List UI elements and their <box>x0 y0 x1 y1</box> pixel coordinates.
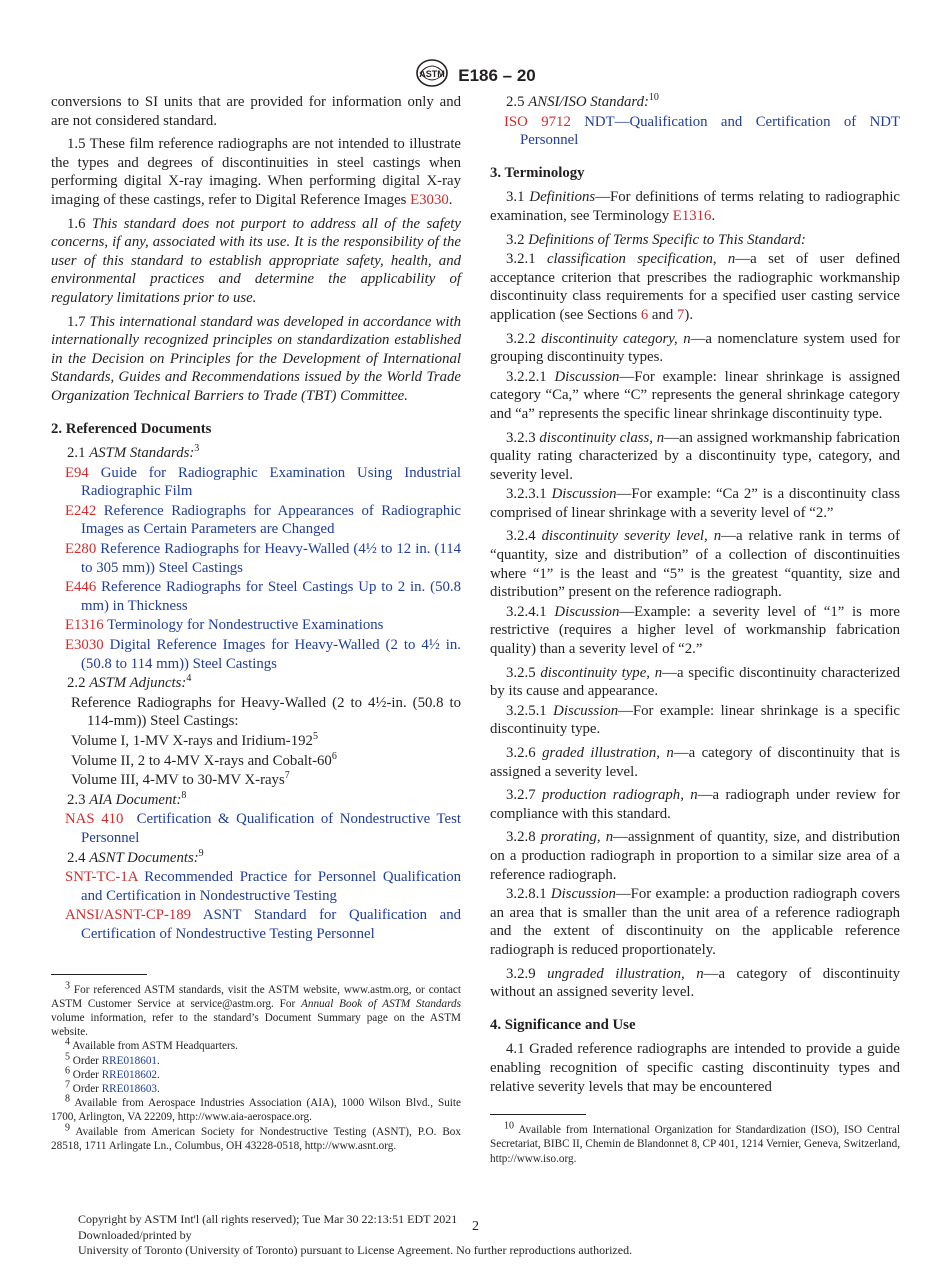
rre018602-link[interactable]: RRE018602 <box>101 1068 158 1081</box>
section-2-heading: 2. Referenced Documents <box>51 420 212 437</box>
page-header <box>0 58 950 93</box>
document-id: E186 – 20 <box>458 65 536 85</box>
reference-item[interactable] <box>51 636 461 673</box>
footnote-7: $^7$ Order RRE018603. <box>65 1079 160 1095</box>
reference-item[interactable] <box>51 906 461 943</box>
section-4-1: 4.1 Graded reference radiographs are intended to provide a guide enabling recognition of specific casting discontinuity types and relative severity levels that may be encountered <box>490 1041 900 1095</box>
left-column <box>51 93 461 1153</box>
section-6-link[interactable]: 6 <box>640 306 649 323</box>
footnote-3: $^3$ For referenced ASTM standards, visit the ASTM website, www.astm.org, or contact ASTM Customer Service at service@astm.org. For Annual Book of ASTM Standards volume information, refer to the standard’s Document Summary page on the ASTM website. <box>51 979 461 1039</box>
footnote-6: $^6$ Order RRE018602. <box>65 1065 160 1081</box>
section-3-2-8: 3.2.8 prorating, n—assignment of quantity, size, and distribution on a production radiograph in proportion to a similar size area of a reference radiograph. <box>490 829 901 883</box>
section-2-3: 2.3 AIA Document:$^8$ <box>67 789 187 808</box>
reference-code[interactable]: E3030 <box>65 637 104 654</box>
section-3-2-3-1: 3.2.3.1 Discussion—For example: “Ca 2” is a discontinuity class comprised of linear shrinkage with a severity level of “2.” <box>490 486 901 521</box>
section-3-2-9: 3.2.9 ungraded illustration, n—a category of discontinuity without an assigned severity level. <box>490 965 900 1001</box>
reference-title[interactable]: Guide for Radiographic Examination Using Industrial Radiographic Film <box>81 464 462 500</box>
adjunct-volume: Volume III, 4-MV to 30-MV X-rays$^7$ <box>71 770 290 789</box>
reference-code[interactable]: E242 <box>65 502 97 519</box>
footnote-rule <box>490 1114 586 1115</box>
footnote-4: $^4$ Available from ASTM Headquarters. <box>65 1036 238 1053</box>
section-3-2-1: 3.2.1 classification specification, n—a set of user defined acceptance criterion that prescribes the radiographic workmanship discontinuity class requirements for a specified user casting service application (see Sections 6 and 7). <box>490 251 900 323</box>
adjunct-title: Reference Radiographs for Heavy-Walled (2 to 4½-in. (50.8 to 114-mm)) Steel Castings: <box>71 694 461 730</box>
section-3-2-8-1: 3.2.8.1 Discussion—For example: a production radiograph covers an area that is smaller than the unit area of a reference radiograph and the extent of discontinuity on the applicable reference radiograph is reduced proportionately. <box>490 886 900 958</box>
adjunct-volume: Volume II, 2 to 4-MV X-rays and Cobalt-$60^6$ <box>71 750 337 769</box>
rre018603-link[interactable]: RRE018603 <box>101 1082 158 1095</box>
footnote-rule <box>51 974 147 975</box>
astm-logo-icon <box>414 58 450 93</box>
reference-item[interactable] <box>51 616 461 635</box>
section-3-2-7: 3.2.7 production radiograph, n—a radiograph under review for compliance with this standard. <box>490 787 900 822</box>
section-3-1: 3.1 Definitions—For definitions of terms relating to radiographic examination, see Terminology E1316. <box>490 189 900 224</box>
section-3-2-5-1: 3.2.5.1 Discussion—For example: linear shrinkage is a specific discontinuity type. <box>490 702 901 738</box>
astm-reference-list <box>51 464 461 674</box>
reference-title[interactable]: Terminology for Nondestructive Examinations <box>107 617 384 634</box>
reference-title[interactable]: Reference Radiographs for Heavy-Walled (4½ to 12 in. (114 to 305 mm)) Steel Castings <box>81 541 462 576</box>
section-3-2-6: 3.2.6 graded illustration, n—a category of discontinuity that is assigned a severity level. <box>490 745 901 780</box>
footnote-9: $^9$ Available from American Society for Nondestructive Testing (ASNT), P.O. Box 28518, 1711 Arlingate Ln., Columbus, OH 43228-0518, http://www.asnt.org. <box>51 1121 461 1152</box>
section-3-2-3: 3.2.3 discontinuity class, n—an assigned workmanship fabrication quality rating characterized by a discontinuity type, category, and severity level. <box>490 429 900 483</box>
page-number: 2 <box>472 1219 479 1234</box>
copyright-line: Copyright by ASTM Int'l (all rights reserved); Tue Mar 30 22:13:51 EDT 2021 <box>78 1212 458 1226</box>
section-3-2-2-1: 3.2.2.1 Discussion—For example: linear shrinkage is assigned category “Ca,” where “C” represents the general shrinkage category and “a” represents the specific linear shrinkage discontinuity type. <box>490 368 900 422</box>
section-1-6: 1.6 This standard does not purport to address all of the safety concerns, if any, associated with its use. It is the responsibility of the user of this standard to establish appropriate safety, health, and environmental practices and determine the applicability of regulatory limitations prior to use. <box>51 215 461 306</box>
reference-code[interactable]: E280 <box>65 541 97 558</box>
reference-title[interactable]: Recommended Practice for Personnel Qualification and Certification in Nondestructive Testing <box>81 869 461 904</box>
section-2-1: 2.1 ASTM Standards:$^3$ <box>67 443 200 462</box>
section-2-2: 2.2 ASTM Adjuncts:$^4$ <box>67 673 192 692</box>
reference-item[interactable] <box>51 464 461 501</box>
right-column <box>490 93 900 1166</box>
license-line: University of Toronto (University of Toronto) pursuant to License Agreement. No further reproductions authorized. <box>78 1243 633 1257</box>
page-footer <box>78 1212 632 1259</box>
paragraph: conversions to SI units that are provided for information only and are not considered standard. <box>51 94 461 129</box>
section-3-2-4-1: 3.2.4.1 Discussion—Example: a severity level of “1” is more restrictive (requires a higher level of workmanship fabrication quality) than a severity level of “2.” <box>490 603 900 658</box>
section-3-2-2: 3.2.2 discontinuity category, n—a nomenclature system used for grouping discontinuity types. <box>490 330 900 366</box>
reference-code[interactable]: E1316 <box>65 617 104 634</box>
reference-code[interactable]: ANSI/ASNT-CP-189 <box>65 907 192 924</box>
reference-title[interactable]: Reference Radiographs for Appearances of Radiographic Images as Certain Parameters are Changed <box>81 502 461 538</box>
section-2-5: 2.5 ANSI/ISO Standard:$^{10}$ <box>506 92 659 110</box>
adjunct-volume: Volume I, 1-MV X-rays and Iridium-$192^5$ <box>71 731 318 749</box>
reference-title[interactable]: Reference Radiographs for Steel Castings Up to 2 in. (50.8 mm) in Thickness <box>81 579 461 614</box>
reference-item[interactable]: NAS 410 Certification & Qualification of Nondestructive Test Personnel <box>65 811 461 846</box>
section-4-heading: 4. Significance and Use <box>490 1016 636 1033</box>
reference-title[interactable]: ASNT Standard for Qualification and Certification of Nondestructive Testing Personnel <box>81 907 462 942</box>
reference-code[interactable]: E446 <box>65 579 97 596</box>
reference-item[interactable] <box>51 502 461 539</box>
footnote-10: $^{10}$ Available from International Organization for Standardization (ISO), ISO Central Secretariat, BIBC II, Chemin de Blandonnet 8, CP 401, 1214 Vernier, Geneva, Switzerland, http://www.iso.org. <box>490 1120 900 1165</box>
asnt-reference-list <box>51 868 461 943</box>
section-3-2: 3.2 Definitions of Terms Specific to This Standard: <box>506 231 806 248</box>
reference-title[interactable]: Digital Reference Images for Heavy-Walled (2 to 4½ in. (50.8 to 114 mm)) Steel Castings <box>81 637 461 672</box>
reference-item[interactable] <box>51 578 461 615</box>
e1316-link[interactable]: E1316 <box>672 207 712 224</box>
footnote-5: $^5$ Order RRE018601. <box>65 1050 160 1067</box>
rre018601-link[interactable]: RRE018601 <box>101 1054 158 1067</box>
section-3-heading: 3. Terminology <box>490 164 585 181</box>
reference-code[interactable]: SNT-TC-1A <box>65 869 138 886</box>
section-1-7: 1.7 This international standard was developed in accordance with internationally recognized principles on standardization established in the Decision on Principles for the Development of International Standards, Guides and Recommendations issued by the World Trade Organization Technical Barriers to Trade (TBT) Committee. <box>51 313 461 404</box>
section-3-2-4: 3.2.4 discontinuity severity level, n—a relative rank in terms of “quantity, size and distribution” of a collection of discontinuities where “1” is the least and “5” is the greatest “quantity, size and distribution” present on the reference radiograph. <box>490 528 901 601</box>
section-2-4: 2.4 ASNT Documents:$^9$ <box>67 847 204 866</box>
reference-item[interactable]: ISO 9712 NDT—Qualification and Certification of NDT Personnel <box>504 113 901 149</box>
section-7-link[interactable]: 7 <box>676 306 685 323</box>
footnote-8: $^8$ Available from Aerospace Industries Association (AIA), 1000 Wilson Blvd., Suite 1700, Arlington, VA 22209, http://www.aia-aerospace.org. <box>51 1093 461 1124</box>
svg-text:ASTM: ASTM <box>419 69 445 79</box>
section-3-2-5: 3.2.5 discontinuity type, n—a specific discontinuity characterized by its cause and appearance. <box>490 664 901 700</box>
download-line: Downloaded/printed by <box>78 1227 192 1242</box>
reference-item[interactable] <box>51 540 461 577</box>
reference-code[interactable]: E94 <box>65 464 89 481</box>
reference-item[interactable] <box>51 868 461 905</box>
section-1-5: 1.5 These film reference radiographs are not intended to illustrate the types and degrees of discontinuities in steel castings when performing digital X-ray imaging. When performing digital X-ray imaging of these castings, refer to Digital Reference Images E3030. <box>51 136 461 208</box>
e3030-link[interactable]: E3030 <box>410 191 449 208</box>
